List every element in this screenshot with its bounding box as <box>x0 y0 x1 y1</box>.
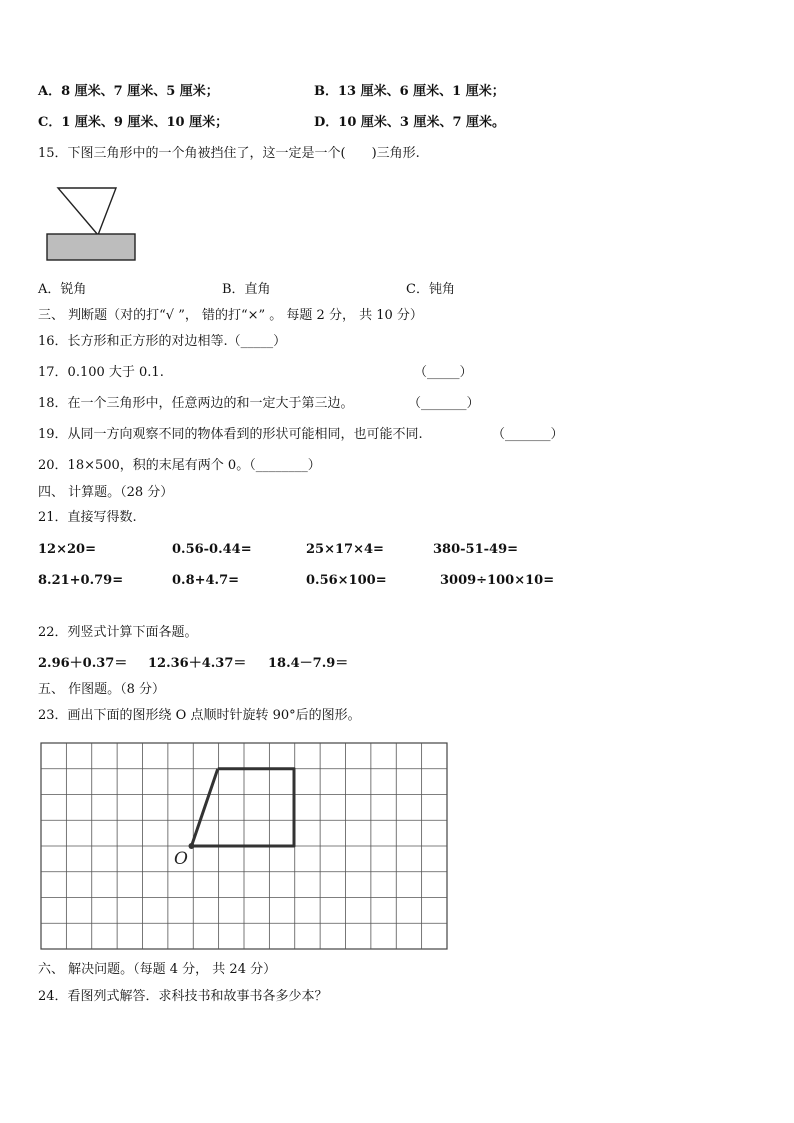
q22-expr-3: 18.4－7.9＝ <box>268 656 349 671</box>
section4-heading: 四、 计算题。（28 分） <box>38 485 174 500</box>
q21-expr-4: 380-51-49= <box>433 542 519 557</box>
q22-text: 22．列竖式计算下面各题。 <box>38 625 198 640</box>
q17-blank: （_____） <box>414 365 473 380</box>
q18-text: 18．在一个三角形中，任意两边的和一定大于第三边。 <box>38 396 354 411</box>
section6-heading: 六、 解决问题。（每题 4 分， 共 24 分） <box>38 962 277 977</box>
shape-outline <box>192 769 295 846</box>
q21-expr-1: 12×20= <box>38 542 96 557</box>
point-o-label: O <box>174 849 188 869</box>
q24-text: 24．看图列式解答．求科技书和故事书各多少本？ <box>38 989 328 1004</box>
q15-option-c: C．钝角 <box>406 282 455 297</box>
q21-expr-2: 0.56-0.44= <box>172 542 252 557</box>
q23-text: 23．画出下面的图形绕 O 点顺时针旋转 90°后的图形。 <box>38 708 361 723</box>
q21-expr-5: 8.21+0.79= <box>38 573 124 588</box>
q17-text: 17．0.100 大于 0.1. <box>38 365 164 380</box>
q14-option-b: B．13 厘米、6 厘米、1 厘米； <box>314 84 505 99</box>
q22-expr-1: 2.96＋0.37＝ <box>38 656 128 671</box>
section5-heading: 五、 作图题。（8 分） <box>38 682 166 697</box>
q22-expr-2: 12.36＋4.37＝ <box>148 656 247 671</box>
q14-option-c: C．1 厘米、9 厘米、10 厘米； <box>38 115 229 130</box>
q21-expr-6: 0.8+4.7= <box>172 573 240 588</box>
q21-text: 21．直接写得数. <box>38 510 137 525</box>
q20-text: 20．18×500，积的末尾有两个 0。（________） <box>38 458 321 473</box>
q16-text: 16．长方形和正方形的对边相等.（_____） <box>38 334 287 349</box>
q14-option-d: D．10 厘米、3 厘米、7 厘米。 <box>314 115 506 130</box>
q19-blank: （_______） <box>492 427 564 442</box>
q18-blank: （_______） <box>408 396 480 411</box>
q21-expr-7: 0.56×100= <box>306 573 387 588</box>
q14-option-a: A．8 厘米、7 厘米、5 厘米； <box>38 84 219 99</box>
q23-grid <box>40 742 450 952</box>
rotation-point-o <box>189 843 195 849</box>
q15-triangle-figure <box>40 180 150 266</box>
q15-text: 15．下图三角形中的一个角被挡住了，这一定是一个( )三角形. <box>38 146 420 161</box>
q21-expr-8: 3009÷100×10= <box>440 573 555 588</box>
q21-expr-3: 25×17×4= <box>306 542 384 557</box>
section3-heading: 三、 判断题（对的打“√ ”， 错的打“×” 。 每题 2 分， 共 10 分） <box>38 308 423 323</box>
q19-text: 19．从同一方向观察不同的物体看到的形状可能相同，也可能不同. <box>38 427 423 442</box>
triangle-shape <box>58 188 116 235</box>
q15-option-a: A．锐角 <box>38 282 87 297</box>
cover-rectangle <box>47 234 135 260</box>
q15-option-b: B．直角 <box>222 282 271 297</box>
